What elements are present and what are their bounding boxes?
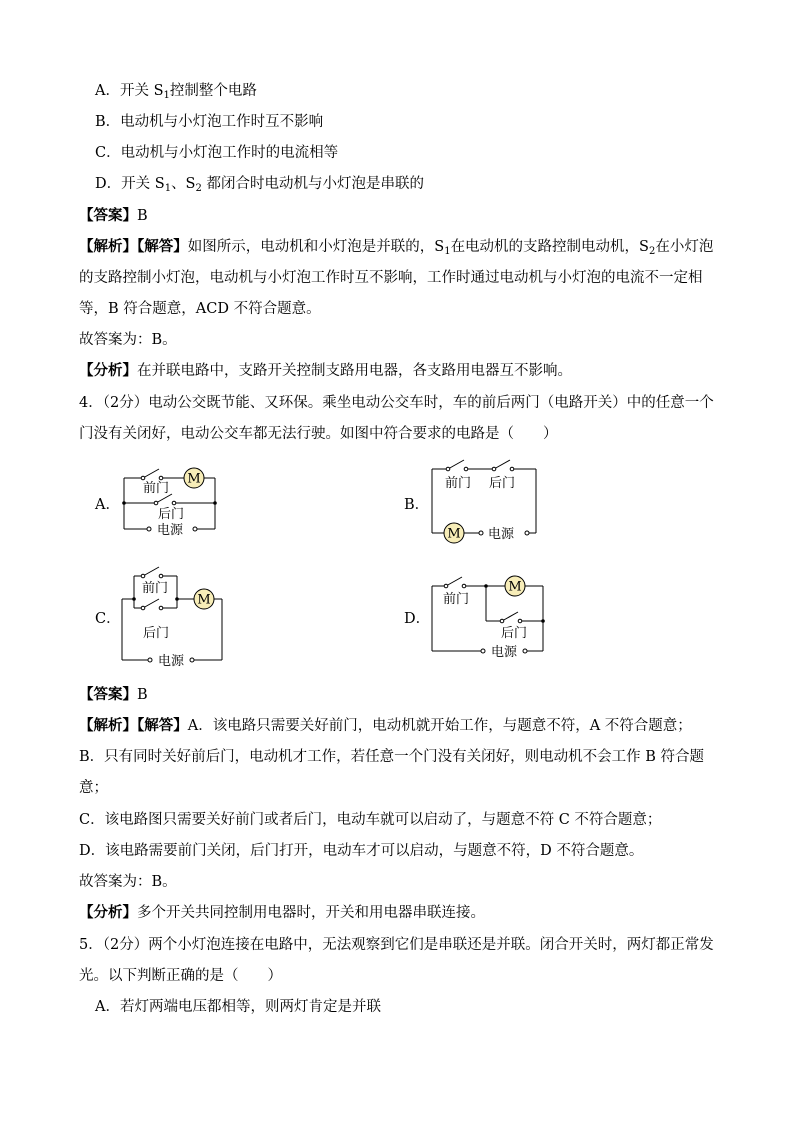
q4-fenxi: 【分析】多个开关共同控制用电器时，开关和用电器串联连接。 <box>79 904 485 921</box>
front-door-label: 前门 <box>142 581 169 596</box>
back-door-label: 后门 <box>143 626 170 641</box>
q5-stem-line-2: 光。以下判断正确的是（ ） <box>79 968 282 984</box>
q4-analysis-d: D．该电路需要前门关闭，后门打开，电动车才可以启动，与题意不符，D 不符合题意。 <box>79 843 644 859</box>
q3-fenxi: 【分析】在并联电路中，支路开关控制支路用电器，各支路用电器互不影响。 <box>79 362 572 379</box>
front-door-label: 前门 <box>445 476 472 491</box>
q4-stem-line-2: 门没有关闭好，电动公交车都无法行驶。如图中符合要求的电路是（ ） <box>79 426 558 442</box>
q3-conclusion: 故答案为：B。 <box>79 332 177 348</box>
q3-analysis-line-1: 【解析】【解答】如图所示，电动机和小灯泡是并联的，$S_1$在电动机的支路控制电动机，$S_2$在小灯泡 <box>79 238 714 257</box>
back-door-label: 后门 <box>158 507 185 522</box>
q3-option-a: A．开关 $S_1$控制整个电路 <box>95 83 257 101</box>
q3-option-c: C．电动机与小灯泡工作时的电流相等 <box>95 145 339 161</box>
circuit-a-letter: A． <box>95 497 120 513</box>
q3-analysis-line-2: 的支路控制小灯泡，电动机与小灯泡工作时互不影响，工作时通过电动机与小灯泡的电流不一定相 <box>79 270 703 286</box>
circuit-d-diagram <box>426 570 548 662</box>
power-label: 电源 <box>157 523 184 538</box>
q5-stem-line-1: 5．（2分）两个小灯泡连接在电路中，无法观察到它们是串联还是并联。闭合开关时，两灯都正常发 <box>79 937 714 953</box>
q3-analysis-line-3: 等，B 符合题意，ACD 不符合题意。 <box>79 301 321 317</box>
q3-option-b: B．电动机与小灯泡工作时互不影响 <box>95 114 324 130</box>
front-door-label: 前门 <box>143 481 170 496</box>
power-label: 电源 <box>491 645 518 660</box>
q3-option-d: D．开关 $S_1$、$S_2$ 都闭合时电动机与小灯泡是串联的 <box>95 176 424 194</box>
motor-label: M <box>508 579 522 595</box>
power-label: 电源 <box>158 654 185 669</box>
front-door-label: 前门 <box>443 592 470 607</box>
q4-analysis-a: 【解析】【解答】A．该电路只需要关好前门，电动机就开始工作，与题意不符，A 不符合题意； <box>79 717 692 734</box>
q5-option-a: A．若灯两端电压都相等，则两灯肯定是并联 <box>95 999 381 1015</box>
circuit-b-diagram <box>426 456 546 548</box>
circuit-c-diagram <box>118 563 230 668</box>
q3-answer: 【答案】B <box>79 207 148 224</box>
back-door-label: 后门 <box>501 626 528 641</box>
circuit-b-letter: B． <box>404 497 430 513</box>
q4-analysis-b-line-1: B．只有同时关好前后门，电动机才工作，若任意一个门没有关闭好，则电动机不会工作 B 符合题 <box>79 749 705 765</box>
motor-label: M <box>187 471 201 487</box>
power-label: 电源 <box>488 527 515 542</box>
q4-conclusion: 故答案为：B。 <box>79 874 177 890</box>
q4-analysis-c: C．该电路图只需要关好前门或者后门，电动车就可以启动了，与题意不符 C 不符合题意； <box>79 812 662 828</box>
circuit-c-letter: C． <box>95 611 121 627</box>
circuit-d-letter: D． <box>404 611 431 627</box>
motor-label: M <box>197 592 211 608</box>
back-door-label: 后门 <box>489 476 516 491</box>
motor-label: M <box>447 526 461 542</box>
q4-stem-line-1: 4．（2分）电动公交既节能、又环保。乘坐电动公交车时，车的前后两门（电路开关）中的任意一个 <box>79 395 714 411</box>
circuit-a-diagram <box>118 462 228 542</box>
q4-answer: 【答案】B <box>79 686 148 703</box>
q4-analysis-b-line-2: 意； <box>79 780 108 796</box>
